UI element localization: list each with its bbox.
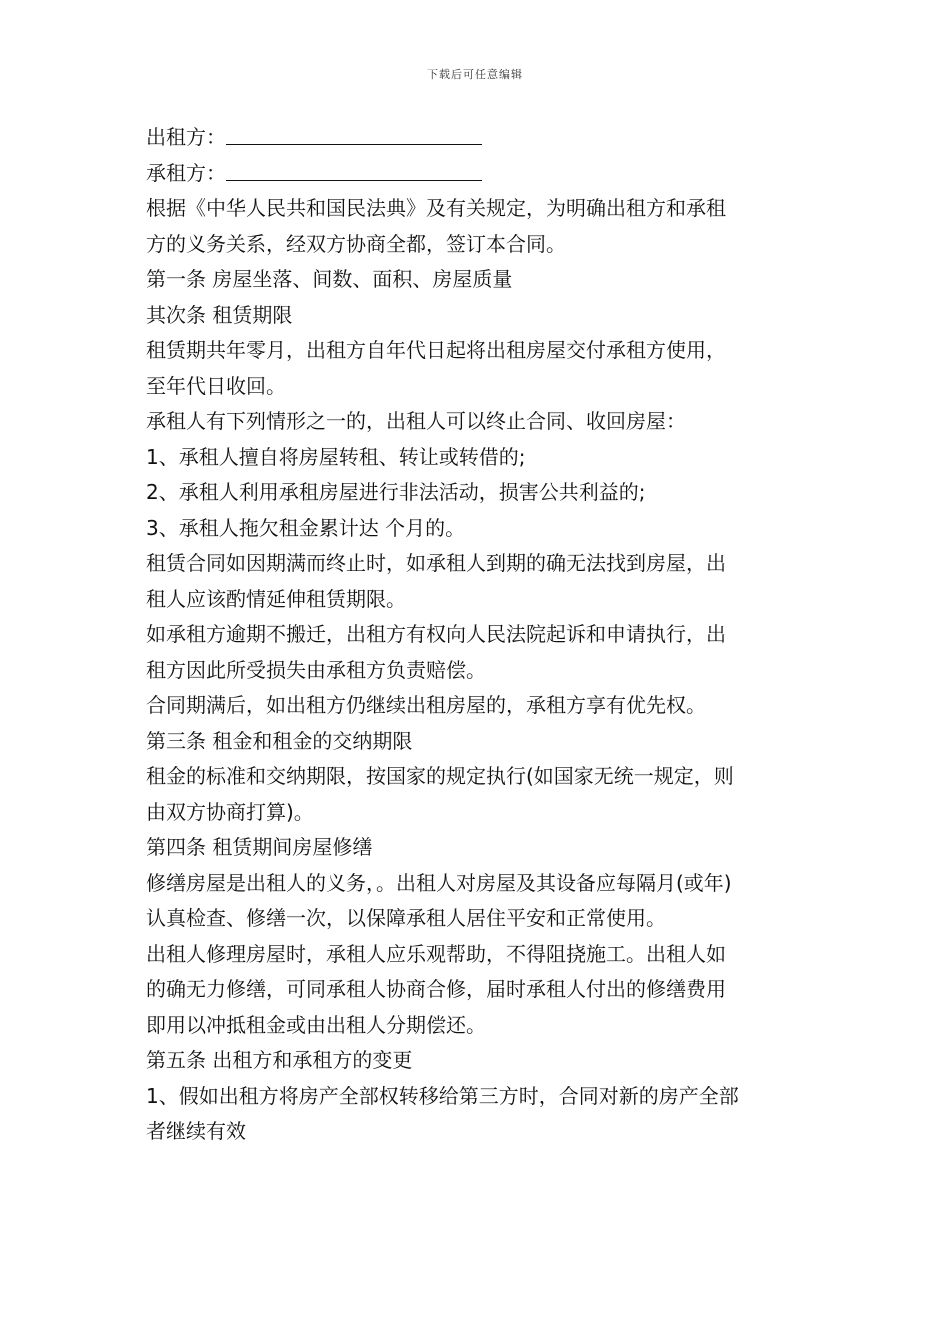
paragraph-line: 方的义务关系，经双方协商全都，签订本合同。 bbox=[146, 231, 566, 256]
paragraph-line: 合同期满后，如出租方仍继续出租房屋的，承租方享有优先权。 bbox=[146, 693, 706, 717]
lessor-line bbox=[146, 120, 816, 156]
paragraph-line: 至年代日收回。 bbox=[146, 373, 286, 398]
paragraph-line: 根据《中华人民共和国民法典》及有关规定，为明确出租方和承租 bbox=[146, 196, 726, 220]
list-item: 2、承租人利用承租房屋进行非法活动，损害公共利益的; bbox=[146, 480, 646, 504]
list-item: 1、承租人擅自将房屋转租、转让或转借的; bbox=[146, 444, 526, 469]
paragraph-line: 认真检查、修缮一次，以保障承租人居住平安和正常使用。 bbox=[146, 906, 666, 930]
lessee-label: 承租方： bbox=[146, 160, 226, 185]
page-header: 下载后可任意编辑 bbox=[427, 68, 523, 81]
list-item: 者继续有效 bbox=[146, 1119, 246, 1143]
paragraph-line: 租人应该酌情延伸租赁期限。 bbox=[146, 586, 406, 611]
article-heading: 其次条 租赁期限 bbox=[146, 302, 293, 327]
paragraph-line: 出租人修理房屋时，承租人应乐观帮助，不得阻挠施工。出租人如 bbox=[146, 941, 726, 966]
paragraph-line: 如承租方逾期不搬迁，出租方有权向人民法院起诉和申请执行，出 bbox=[146, 622, 726, 646]
article-heading: 第三条 租金和租金的交纳期限 bbox=[146, 728, 413, 753]
paragraph-line: 租赁合同如因期满而终止时，如承租人到期的确无法找到房屋，出 bbox=[146, 551, 726, 575]
document-body bbox=[146, 120, 816, 1150]
lessor-label: 出租方： bbox=[146, 125, 226, 149]
paragraph-line: 的确无力修缮，可同承租人协商合修，届时承租人付出的修缮费用 bbox=[146, 977, 726, 1001]
paragraph-line: 即用以冲抵租金或由出租人分期偿还。 bbox=[146, 1012, 486, 1037]
paragraph-line: 承租人有下列情形之一的，出租人可以终止合同、收回房屋： bbox=[146, 409, 686, 433]
paragraph-line: 由双方协商打算)。 bbox=[146, 799, 314, 824]
paragraph-line: 租金的标准和交纳期限，按国家的规定执行(如国家无统一规定，则 bbox=[146, 764, 734, 788]
article-heading: 第五条 出租方和承租方的变更 bbox=[146, 1048, 413, 1072]
paragraph-line: 租赁期共年零月，出租方自年代日起将出租房屋交付承租方使用， bbox=[146, 338, 726, 362]
lessee-line bbox=[146, 156, 816, 192]
list-item: 3、承租人拖欠租金累计达 个月的。 bbox=[146, 515, 466, 540]
article-heading: 第四条 租赁期间房屋修缮 bbox=[146, 835, 373, 859]
list-item: 1、假如出租方将房产全部权转移给第三方时，合同对新的房产全部 bbox=[146, 1083, 739, 1108]
lessor-blank bbox=[226, 122, 482, 145]
article-heading: 第一条 房屋坐落、间数、面积、房屋质量 bbox=[146, 267, 513, 291]
paragraph-line: 修缮房屋是出租人的义务，。出租人对房屋及其设备应每隔月(或年) bbox=[146, 870, 732, 895]
lessee-blank bbox=[226, 158, 482, 181]
paragraph-line: 租方因此所受损失由承租方负责赔偿。 bbox=[146, 657, 486, 682]
